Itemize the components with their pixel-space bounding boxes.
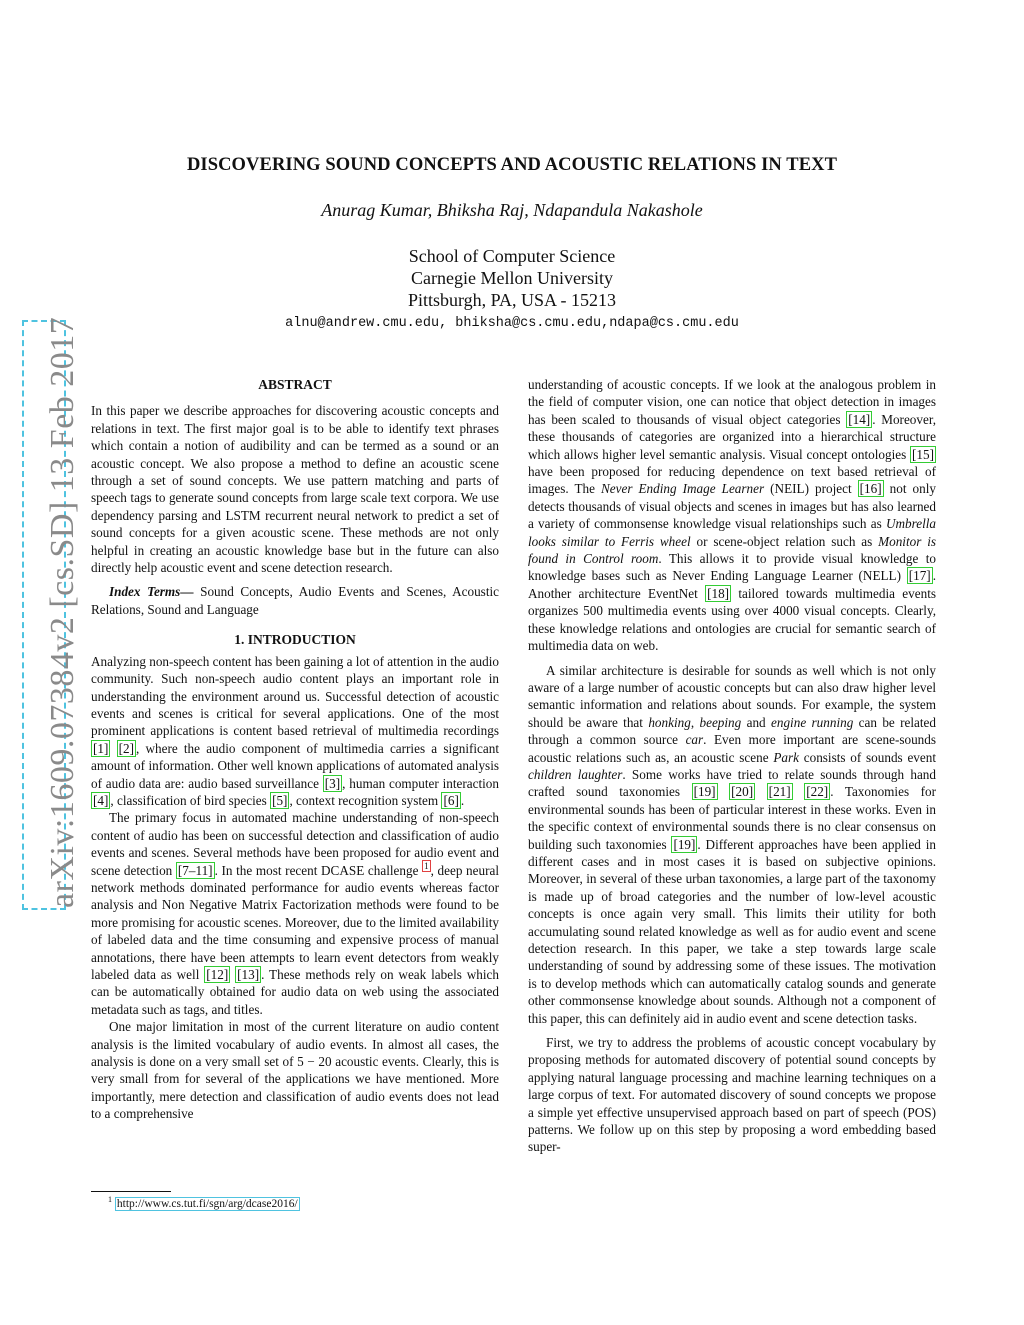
text-span: and: [741, 714, 772, 730]
italic-span: children laughter: [528, 766, 623, 782]
citation-link[interactable]: [13]: [237, 967, 260, 982]
text-span: . Some works have tried to relate sounds through hand crafted sound taxonomies: [528, 766, 936, 800]
italic-span: engine running: [771, 714, 854, 730]
text-span: A similar architecture is desirable for sounds as well which is not only aware of a large number of acoustic concepts but can also draw higher level semantic information and relations about sounds. For example, the system should be aware that: [528, 662, 936, 730]
text-span: , deep neural network methods dominated performance for audio events whereas factor analysis and Non Negative Matrix Factorization methods were found to be more promising for acoustic scenes. Moreover, due to the limited availability of labeled data and the time consuming and expensive process of manual annotations, there have been attempts to learn event detectors from weakly labeled data as well: [91, 862, 499, 982]
citation-link[interactable]: [22]: [806, 784, 829, 800]
intro-paragraph: [91, 809, 499, 1018]
text-span: , human computer interaction: [342, 775, 499, 791]
citation-link[interactable]: [14]: [848, 411, 871, 427]
citation-link[interactable]: [19]: [673, 836, 696, 852]
text-span: . Another architecture EventNet: [528, 568, 936, 601]
italic-span: beeping: [699, 714, 742, 730]
text-span: (NEIL) project: [764, 481, 858, 497]
text-span: . In the most recent DCASE challenge: [214, 862, 423, 878]
citation-link[interactable]: [4]: [93, 792, 109, 808]
italic-span: Umbrella looks similar to Ferris wheel: [528, 516, 936, 549]
text-span: . Taxonomies for environmental sounds has been of particular interest in these works. Even in the specific context of environmental sounds there is no clear consensus on building such taxonomies: [528, 784, 937, 852]
text-span: [110, 741, 116, 756]
text-span: ,: [690, 714, 700, 730]
index-terms-text: Sound Concepts, Audio Events and Scenes, Acoustic Relations, Sound and Language: [91, 584, 499, 617]
citation-link[interactable]: [18]: [707, 585, 730, 601]
citation-link[interactable]: [3]: [324, 775, 341, 791]
citation-link[interactable]: [7–11]: [177, 862, 213, 878]
text-span: .: [460, 792, 465, 808]
text-span: [755, 784, 767, 799]
text-span: [718, 784, 730, 799]
left-column: [91, 376, 499, 1123]
footnote-number: 1: [108, 1195, 112, 1204]
author-emails: alnu@andrew.cmu.edu, bhiksha@cs.cmu.edu,ndapa@cs.cmu.edu: [285, 316, 739, 331]
citation-link[interactable]: [1]: [93, 740, 109, 756]
text-span: . Moreover, these thousands of categories are organized into a hierarchical structure which allows higher level semantic analysis. Visual concept ontologies: [528, 411, 937, 462]
text-span: Analyzing non-speech content has been gaining a lot of attention in the audio community. Such non-speech audio content plays an important role in understanding the environment around us. Successful detection of acoustic events and scenes is critical for several applications. One of the most prominent applications is content based retrieval of multimedia recordings: [91, 653, 499, 739]
text-span: , where the audio component of multimedia carries a significant amount of information. Other well known applications of automated analysis of audio data are: audio based surveillance: [91, 740, 499, 791]
abstract-text: In this paper we describe approaches for discovering acoustic concepts and relations in text. The first major goal is to be able to identify text phrases which contain a notion of audibility and can be termed as a sound or an acoustic concept. We also propose a method to define an acoustic scene through a set of sound concepts. We use pattern matching and parts of speech tags to generate sound concepts from large scale text corpora. We use dependency parsing and LSTM recurrent neural network to predict a set of sound concepts for a given acoustic scene. These methods are not only helpful in creating an acoustic knowledge base but in the future can also directly help acoustic event and scene detection research.: [91, 403, 499, 576]
paper-title: DISCOVERING SOUND CONCEPTS AND ACOUSTIC RELATIONS IN TEXT: [186, 155, 838, 175]
citation-link[interactable]: [6]: [443, 792, 459, 808]
text-span: . This allows it to provide visual knowledge to knowledge bases such as Never Ending Language Learner (NELL): [528, 551, 936, 584]
footnote: [108, 1195, 300, 1210]
italic-span: Monitor is found in Control room: [528, 533, 936, 567]
text-span: tailored towards multimedia events organizes 500 multimedia events using over 4000 visual concepts. Clearly, these knowledge relations and ontologies are crucial for semantic search of multimedia data on web.: [528, 585, 936, 654]
text-span: can be related through a common source: [528, 714, 937, 748]
intro-paragraph: One major limitation in most of the current literature on audio content analysis is the limited vocabulary of audio events. In almost all cases, the analysis is done on a very small set of 5 − 20 acoustic events. Clearly, this is very small from for several of the applications we have mentioned. More importantly, mere detection and classification of audio events does not lead to a comprehensive: [91, 1019, 499, 1122]
text-span: consists of sounds event: [799, 749, 936, 765]
paper-authors: Anurag Kumar, Bhiksha Raj, Ndapandula Nakashole: [321, 200, 703, 220]
intro-paragraph: First, we try to address the problems of acoustic concept vocabulary by proposing methods for automated discovery of potential sound concepts by applying natural language processing and machine learning techniques on a large corpus of text. For automated discovery of sound concepts we propose a simple yet effective unsupervised approach based on part of speech (POS) patterns. We follow up on this step by proposing a word embedding based super-: [528, 1035, 936, 1155]
text-span: , classification of bird species: [110, 792, 271, 808]
footnote-marker[interactable]: 1: [424, 861, 429, 872]
citation-link[interactable]: [21]: [768, 784, 791, 800]
intro-paragraph: [91, 653, 499, 810]
text-span: . Even more important are scene-sounds acoustic relations such as, an acoustic scene: [528, 732, 936, 765]
affiliation-line: School of Computer Science: [408, 246, 616, 266]
citation-link[interactable]: [12]: [206, 967, 229, 982]
affiliation: [120, 245, 904, 311]
citation-link[interactable]: [15]: [912, 446, 934, 462]
index-terms: [91, 583, 499, 618]
right-column: [528, 376, 936, 1156]
citation-link[interactable]: [19]: [693, 784, 716, 800]
citation-link[interactable]: [20]: [731, 784, 754, 800]
arxiv-stamp: arXiv:1609.07384v2 [cs.SD] 13 Feb 2017: [44, 316, 81, 908]
intro-heading: 1. INTRODUCTION: [234, 632, 356, 648]
intro-paragraph: [528, 376, 936, 655]
text-span: not only detects thousands of visual objects and scenes in images but has also learned a variety of commonsense knowledge visual relationships such as: [528, 481, 937, 532]
footnote-divider: [91, 1191, 171, 1192]
italic-span: Park: [773, 749, 799, 765]
affiliation-line: Carnegie Mellon University: [411, 268, 613, 288]
italic-span: honking: [648, 714, 691, 730]
abstract-heading: ABSTRACT: [258, 377, 332, 392]
citation-link[interactable]: [2]: [118, 740, 134, 756]
italic-span: Never Ending Image Learner: [600, 481, 765, 497]
text-span: or scene-object relation such as: [690, 533, 879, 549]
citation-link[interactable]: [5]: [272, 792, 288, 808]
text-span: [793, 784, 805, 799]
text-span: understanding of acoustic concepts. If we look at the analogous problem in the field of computer vision, one can notice that object detection in images has been scaled to thousands of visual object categories: [528, 377, 936, 427]
text-span: The primary focus in automated machine understanding of non-speech content of audio has been on successful detection and classification of audio events and scenes. Several methods have been proposed for audio event and scene detection: [91, 810, 499, 878]
footnote-url-link[interactable]: http://www.cs.tut.fi/sgn/arg/dcase2016/: [116, 1197, 298, 1210]
text-span: . Different approaches have been applied in different cases and in most cases it is based on subjective opinions. Moreover, in several of these urban taxonomies, a large part of the taxonomy is made up of broad categories and the number of low-level acoustic concepts is once again very small. This limits their utility for both accumulating sound related knowledge as well as for audio event and scene detection research. In this paper, we take a step towards large scale understanding of sound by addressing some of these issues. The motivation is to develop methods which can automatically catalog sounds and generate other commonsense knowledge about sounds. Although not a component of this paper, this can definitely aid in audio event and scene detection tasks.: [528, 836, 936, 1026]
affiliation-line: Pittsburgh, PA, USA - 15213: [407, 290, 617, 310]
citation-link[interactable]: [17]: [908, 568, 931, 584]
index-terms-label: Index Terms—: [109, 584, 194, 600]
intro-paragraph: [528, 662, 936, 1028]
citation-link[interactable]: [16]: [859, 481, 882, 497]
text-span: , context recognition system: [289, 792, 442, 808]
italic-span: car: [685, 732, 704, 748]
text-span: . These methods rely on weak labels which can be automatically obtained for audio data on web using the associated metadata such as tags, and titles.: [91, 967, 499, 1017]
text-span: have been proposed for reducing dependence on text based retrieval of images. The: [528, 464, 936, 497]
